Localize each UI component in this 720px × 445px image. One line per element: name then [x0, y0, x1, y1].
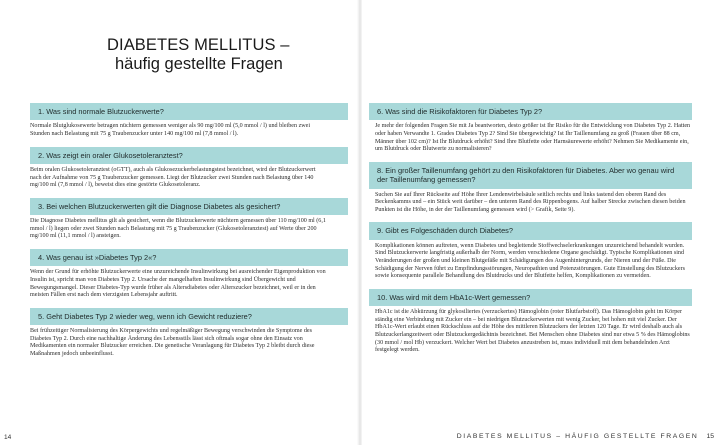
- answer-5: Bei frühzeitiger Normalisierung des Körpergewichts und regelmäßiger Bewegung verschwinden die Symptome des Diabetes Typ 2. Durch eine nachhaltige Änderung des Lebensstils lässt sich oftmals sogar ohne den Einsatz von Medikamenten ein normaler Blutzucker erreichen. Die genetische Veranlagung für Diabetes Typ 2 bleibt durch diese Maßnahmen jedoch unbeeinflusst.: [30, 328, 315, 357]
- question-3: 3. Bei welchen Blutzuckerwerten gilt die Diagnose Diabetes als gesichert?: [30, 198, 348, 215]
- answer-9: Komplikationen können auftreten, wenn Diabetes und begleitende Stoffwechselerkrankungen unzureichend behandelt wurden. Sind Blutzuckerwerte langfristig außerhalb der Norm, werden verschiedene Organe geschädigt. Typische Komplikationen sind Veränderungen der großen und kleinen Blutgefäße mit Schädigungen des Augenhintergrunds, der Nieren und der Füße. Die Schädigung der Nerven führt zu Empfindungsstörungen, Neuropathien und Potenzstörungen. Gute Einstellung des Blutzuckers sowie konsequente parallele Behandlung des Blutdrucks und der Blutfette helfen, Komplikationen zu vermeiden.: [375, 242, 686, 280]
- right-page-number: 15: [706, 433, 714, 440]
- answer-1: Normale Blutglukosewerte betragen nüchtern gemessen weniger als 90 mg/100 ml (5,0 mmol / l) und bleiben zwei Stunden nach Belastung mit 75 g Traubenzucker unter 140 mg/100 ml (7,8 mmol / l).: [30, 123, 311, 137]
- question-1: 1. Was sind normale Blutzuckerwerte?: [30, 103, 348, 120]
- answer-10: HbA1c ist die Abkürzung für glykosiliertes (verzuckertes) Hämoglobin (roter Blutfarbstoff). Das Hämoglobin geht im Körper ständig eine Verbindung mit Zucker ein – bei niedrigen Blutzuckerwerten mit wenig Zucker, bei hohen mit viel Zucker. Der HbA1c-Wert erlaubt einen Rückschluss auf die Höhe des mittleren Blutzuckers der letzten 120 Tage. Er wird deshalb auch als Blutzuckerlangzeitwert oder Blutzuckergedächtnis bezeichnet. Bei Menschen ohne Diabetes sind nur etwa 5 % des Hämoglobins (30 mmol / mol Hb) verzuckert. Welcher Wert bei Diabetes anzustreben ist, muss individuell mit dem behandelnden Arzt festgelegt werden.: [375, 309, 690, 354]
- answer-6: Je mehr der folgenden Fragen Sie mit Ja beantworten, desto größer ist Ihr Risiko für die Entwicklung von Diabetes Typ 2. Hatten oder haben Verwandte 1. Grades Diabetes Typ 2? Sind Sie übergewichtig? Ist Ihr Taillenumfang zu groß (Frauen über 88 cm, Männer über 102 cm)? Ist Ihr Blutdruck erhöht? Sind Ihre Blutfette oder Harnsäurewerte erhöht? Nehmen Sie Medikamente ein, um Blutdruck oder Blutwerte zu normalisieren?: [375, 123, 691, 153]
- left-page: [0, 0, 358, 445]
- question-9: 9. Gibt es Folgeschäden durch Diabetes?: [369, 222, 692, 239]
- answer-4: Wenn der Grund für erhöhte Blutzuckerwerte eine unzureichende Insulinwirkung bei ausreichender Eigenproduktion von Insulin ist, spricht man von Diabetes Typ 2. Ursache der mangelhaften Insulinwirkung sind Übergewicht und Bewegungsmangel. Dieser Diabetes-Typ wurde früher als Altersdiabetes oder Alterszucker bezeichnet, weil er in den meisten Fällen erst nach dem vierzigsten Lebensjahr auftritt.: [30, 269, 326, 299]
- answer-3: Die Diagnose Diabetes mellitus gilt als gesichert, wenn die Blutzuckerwerte nüchtern gemessen über 110 mg/100 ml (6,1 mmol / l) liegen oder zwei Stunden nach Belastung mit 75 g Traubenzucker (Glukosetoleranztest) auf Werte über 200 mg/100 ml (11,1 mmol / l) ansteigen.: [30, 218, 326, 240]
- answer-2: Beim oralen Glukosetoleranztest (oGTT), auch als Glukosezuckerbelastungstest bezeichnet, wird der Blutzuckerwert nach der Aufnahme von 75 g Traubenzucker gemessen. Liegt der Blutzucker zwei Stunden nach Belastung über 140 mg/100 ml (7,8 mmol / l), beweist dies eine gestörte Glukosetoleranz.: [30, 167, 316, 189]
- left-faq-column: [30, 103, 330, 367]
- left-page-number: 14: [4, 434, 12, 441]
- right-page: [362, 0, 720, 445]
- page-title: [107, 36, 347, 74]
- question-2: 2. Was zeigt ein oraler Glukosetoleranztest?: [30, 147, 348, 164]
- title-line-2: häufig gestellte Fragen: [115, 55, 283, 73]
- question-4: 4. Was genau ist »Diabetes Typ 2«?: [30, 249, 348, 266]
- right-faq-column: [375, 103, 692, 363]
- question-6: 6. Was sind die Risikofaktoren für Diabetes Typ 2?: [369, 103, 692, 120]
- answer-8: Suchen Sie auf Ihrer Rückseite auf Höhe Ihrer Lendenwirbelsäule seitlich rechts und links tastend den oberen Rand des Beckenkamms und – ein Stück weit darüber – den unteren Rand des Rippenbogens. Auf halber Strecke zwischen diesen beiden Punkten ist die Höhe, in der der Taillenumfang gemessen wird (> Grafik, Seite 9).: [375, 191, 686, 213]
- question-10: 10. Was wird mit dem HbA1c-Wert gemessen?: [369, 289, 692, 306]
- running-title: DIABETES MELLITUS – HÄUFIG GESTELLTE FRAGEN: [456, 433, 699, 440]
- question-5: 5. Geht Diabetes Typ 2 wieder weg, wenn ich Gewicht reduziere?: [30, 308, 348, 325]
- question-8: 8. Ein großer Taillenumfang gehört zu den Risikofaktoren für Diabetes. Aber wo genau wird der Taillenumfang gemessen?: [369, 162, 692, 189]
- running-footer: [457, 433, 714, 440]
- title-line-1: DIABETES MELLITUS –: [107, 36, 290, 54]
